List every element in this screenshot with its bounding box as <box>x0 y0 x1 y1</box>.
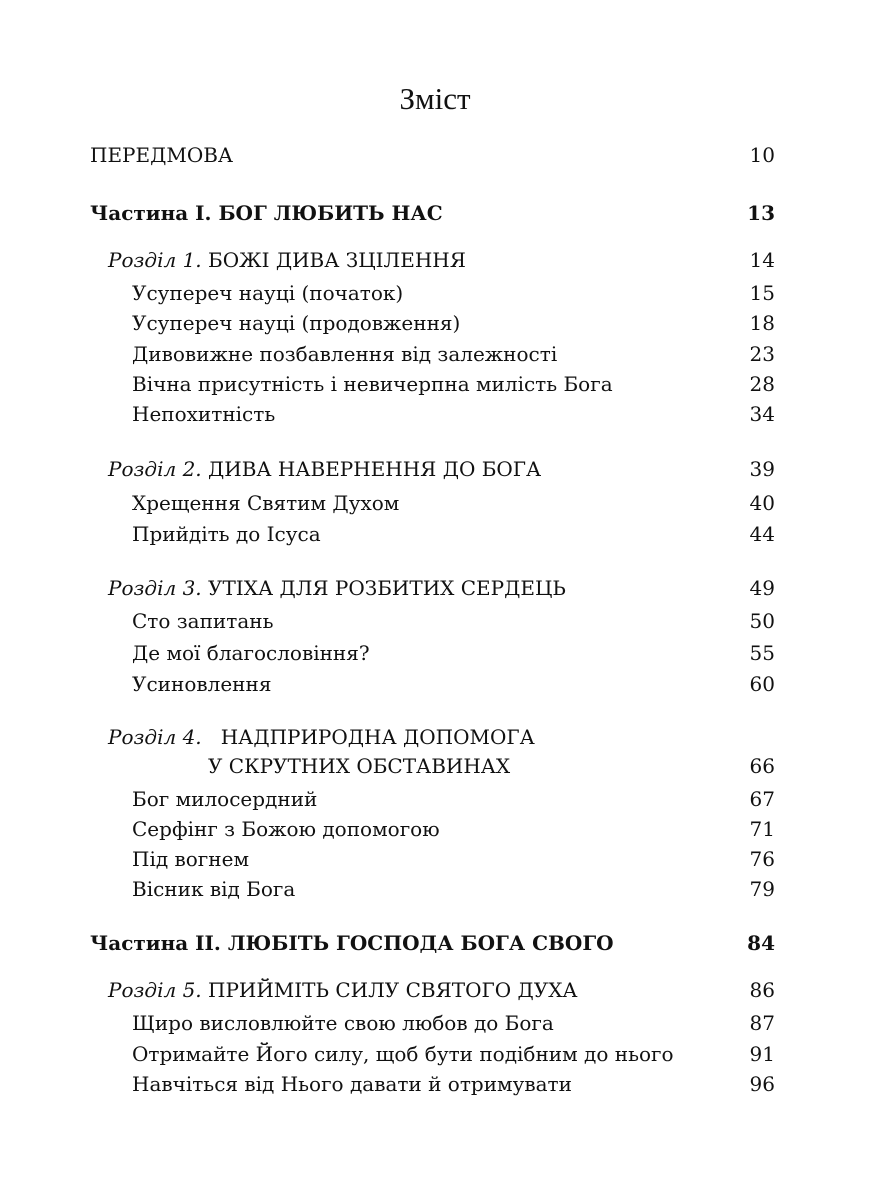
entry-page: 87 <box>749 1011 775 1035</box>
entry-page: 40 <box>749 491 775 515</box>
toc-entry <box>0 844 870 874</box>
chapter-title: ПРИЙМІТЬ СИЛУ СВЯТОГО ДУХА <box>208 978 578 1002</box>
chapter-title: ДИВА НАВЕРНЕННЯ ДО БОГА <box>208 457 542 481</box>
chapter-title-line1: НАДПРИРОДНА ДОПОМОГА <box>220 725 535 749</box>
entry-page: 18 <box>749 311 775 335</box>
chapter-page: 66 <box>749 754 775 778</box>
toc-chapter-5 <box>0 975 870 1005</box>
toc-chapter-4-continued <box>0 751 870 781</box>
toc-part-2 <box>0 928 870 958</box>
chapter-title: УТІХА ДЛЯ РОЗБИТИХ СЕРДЕЦЬ <box>208 576 566 600</box>
chapter-page: 86 <box>749 978 775 1002</box>
entry-label: Хрещення Святим Духом <box>132 491 400 515</box>
entry-page: 50 <box>749 609 775 633</box>
entry-page: 96 <box>749 1072 775 1096</box>
entry-page: 79 <box>749 877 775 901</box>
toc-chapter-4 <box>0 722 870 752</box>
chapter-heading <box>108 245 466 275</box>
toc-entry <box>0 606 870 636</box>
entry-page: 28 <box>749 372 775 396</box>
entry-page: 76 <box>749 847 775 871</box>
entry-label: Щиро висловлюйте свою любов до Бога <box>132 1011 554 1035</box>
chapter-prefix: Розділ 3. <box>108 576 202 600</box>
entry-page: 23 <box>749 342 775 366</box>
entry-label: Дивовижне позбавлення від залежності <box>132 342 558 366</box>
part-label: Частина ІІ. ЛЮБІТЬ ГОСПОДА БОГА СВОГО <box>90 931 614 955</box>
toc-chapter-3 <box>0 573 870 603</box>
toc-entry <box>0 1069 870 1099</box>
toc-entry <box>0 339 870 369</box>
chapter-prefix: Розділ 5. <box>108 978 202 1002</box>
entry-label: Серфінг з Божою допомогою <box>132 817 440 841</box>
toc-chapter-1 <box>0 245 870 275</box>
entry-page: 55 <box>749 641 775 665</box>
entry-label: Вічна присутність і невичерпна милість Бога <box>132 372 613 396</box>
entry-label: Вісник від Бога <box>132 877 296 901</box>
entry-page: 34 <box>749 402 775 426</box>
entry-page: 67 <box>749 787 775 811</box>
toc-entry <box>0 399 870 429</box>
toc-entry <box>0 874 870 904</box>
chapter-heading <box>108 573 566 603</box>
entry-page: 44 <box>749 522 775 546</box>
entry-page: 15 <box>749 281 775 305</box>
entry-label: Сто запитань <box>132 609 274 633</box>
chapter-prefix: Розділ 2. <box>108 457 202 481</box>
entry-label: ПЕРЕДМОВА <box>90 143 234 167</box>
entry-page: 60 <box>749 672 775 696</box>
chapter-heading <box>108 975 578 1005</box>
entry-label: Усиновлення <box>132 672 272 696</box>
toc-chapter-2 <box>0 454 870 484</box>
entry-label: Усупереч науці (початок) <box>132 281 404 305</box>
entry-page: 91 <box>749 1042 775 1066</box>
chapter-page: 14 <box>749 248 775 272</box>
toc-entry <box>0 278 870 308</box>
part-page: 84 <box>747 931 775 955</box>
entry-label: Під вогнем <box>132 847 250 871</box>
entry-label: Непохитність <box>132 402 276 426</box>
entry-label: Усупереч науці (продовження) <box>132 311 461 335</box>
chapter-title-line2: У СКРУТНИХ ОБСТАВИНАХ <box>208 754 511 778</box>
entry-label: Отримайте Його силу, щоб бути подібним до нього <box>132 1042 674 1066</box>
toc-entry <box>0 488 870 518</box>
chapter-title: БОЖІ ДИВА ЗЦІЛЕННЯ <box>208 248 466 272</box>
page-title: Зміст <box>399 81 471 116</box>
entry-page: 71 <box>749 817 775 841</box>
part-label: Частина І. БОГ ЛЮБИТЬ НАС <box>90 201 443 225</box>
toc-entry <box>0 814 870 844</box>
toc-entry <box>0 1008 870 1038</box>
toc-entry <box>0 369 870 399</box>
entry-label: Бог милосердний <box>132 787 318 811</box>
toc-entry-foreword <box>0 140 870 170</box>
toc-entry <box>0 519 870 549</box>
chapter-page: 39 <box>749 457 775 481</box>
toc-entry <box>0 669 870 699</box>
chapter-prefix: Розділ 4. <box>108 725 202 749</box>
entry-page: 10 <box>749 143 775 167</box>
toc-part-1 <box>0 198 870 228</box>
entry-label: Прийдіть до Ісуса <box>132 522 321 546</box>
part-page: 13 <box>747 201 775 225</box>
toc-entry <box>0 308 870 338</box>
toc-entry <box>0 638 870 668</box>
entry-label: Де мої благословіння? <box>132 641 370 665</box>
chapter-heading <box>108 722 535 752</box>
chapter-prefix: Розділ 1. <box>108 248 202 272</box>
entry-label: Навчіться від Нього давати й отримувати <box>132 1072 572 1096</box>
chapter-page: 49 <box>749 576 775 600</box>
toc-entry <box>0 784 870 814</box>
toc-entry <box>0 1039 870 1069</box>
chapter-heading <box>108 454 541 484</box>
